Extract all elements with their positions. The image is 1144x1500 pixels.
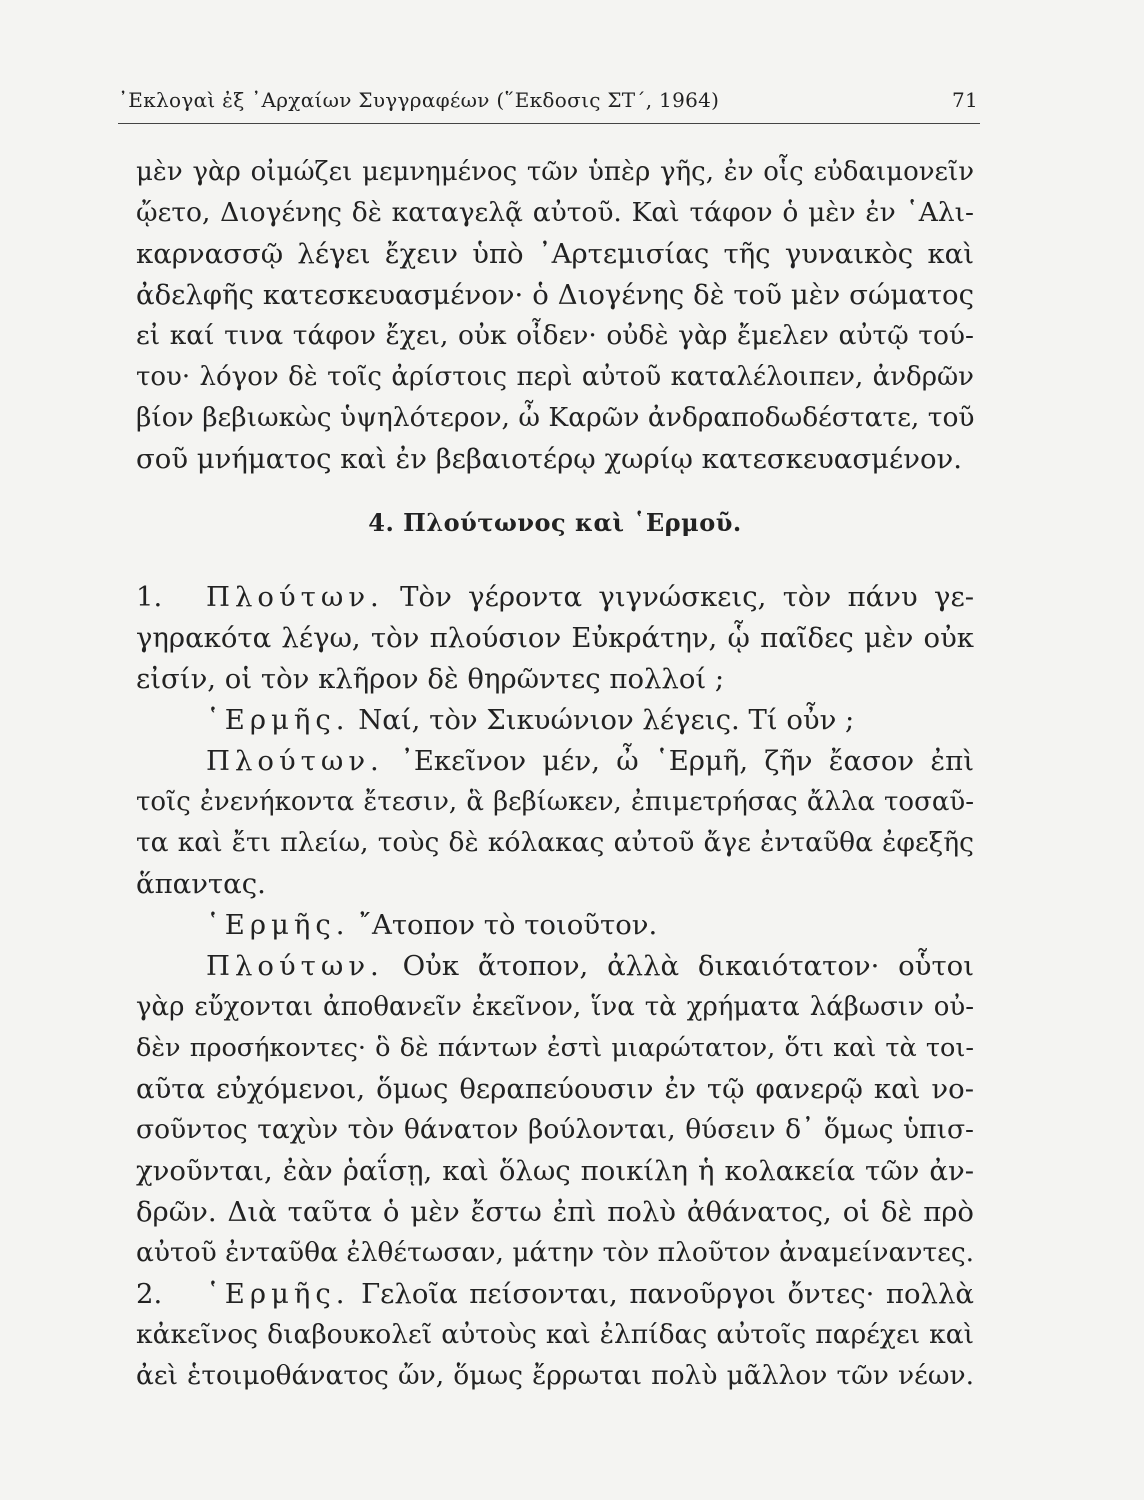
text-line: δρῶν. Διὰ ταῦτα ὁ μὲν ἔστω ἐπὶ πολὺ ἀθάνατος, οἱ δὲ πρὸ [136, 1196, 974, 1228]
dialogue-line-1 [136, 578, 974, 616]
text-line: τοῖς ἐνενήκοντα ἔτεσιν, ἃ βεβίωκεν, ἐπιμετρήσας ἄλλα τοσαῦ- [136, 787, 974, 817]
speaker-ploutwn: Πλούτων. [206, 950, 384, 982]
running-title: ᾿Εκλογαὶ ἐξ ᾿Αρχαίων Συγγραφέων (῞Εκδοσις ΣΤ΄, 1964) [118, 88, 720, 112]
text-line: καρνασσῷ λέγει ἔχειν ὑπὸ ᾿Αρτεμισίας τῆς γυναικὸς καὶ [136, 238, 974, 270]
text-line: αῦτα εὐχόμενοι, ὅμως θεραπεύουσιν ἐν τῷ φανερῷ καὶ νο- [136, 1073, 974, 1105]
dialogue-line-9 [136, 906, 974, 944]
text-line: εἰσίν, οἱ τὸν κλῆρον δὲ θηρῶντες πολλοί ; [136, 663, 725, 695]
speech-text: ῎Ατοπον τὸ τοιοῦτον. [358, 909, 658, 941]
running-header [118, 88, 978, 118]
text-line: γὰρ εὔχονται ἀποθανεῖν ἐκεῖνον, ἵνα τὰ χρήματα λάβωσιν οὐ- [136, 992, 974, 1022]
text-line: δὲν προσήκοντες· ὃ δὲ πάντων ἐστὶ μιαρώτατον, ὅτι καὶ τὰ τοι- [136, 1033, 974, 1063]
text-line: βίον βεβιωκὼς ὑψηλότερον, ὦ Καρῶν ἀνδραποδωδέστατε, τοῦ [136, 402, 975, 433]
dialogue-line-10 [136, 947, 974, 985]
speech-text: Οὐκ ἄτοπον, ἀλλὰ δικαιότατον· οὗτοι [402, 950, 974, 982]
paragraph-number: 1. [136, 581, 163, 613]
text-line: κἀκεῖνος διαβουκολεῖ αὐτοὺς καὶ ἐλπίδας αὐτοῖς παρέχει καὶ [136, 1319, 974, 1350]
text-line: χνοῦνται, ἐὰν ῥαΐσῃ, καὶ ὅλως ποικίλη ἡ κολακεία τῶν ἀν- [136, 1155, 974, 1187]
text-line: εἰ καί τινα τάφον ἔχει, οὐκ οἶδεν· οὐδὲ γὰρ ἔμελεν αὐτῷ τού- [136, 320, 974, 351]
speaker-ploutwn: Πλούτων. [206, 581, 384, 613]
dialogue-line-18 [136, 1275, 974, 1313]
text-line: μὲν γὰρ οἰμώζει μεμνημένος τῶν ὑπὲρ γῆς, ἐν οἷς εὐδαιμονεῖν [136, 157, 974, 187]
speech-text: Τὸν γέροντα γιγνώσκεις, τὸν πάνυ γε- [400, 581, 974, 613]
speaker-ploutwn: Πλούτων. [206, 745, 384, 777]
speaker-hermes: ῾Ερμῆς. [206, 704, 350, 736]
text-line: ἅπαντας. [136, 868, 266, 900]
paragraph-number: 2. [136, 1278, 163, 1310]
page-number: 71 [951, 88, 978, 112]
text-line: αὐτοῦ ἐνταῦθα ἐλθέτωσαν, μάτην τὸν πλοῦτον ἀναμείναντες. [136, 1237, 975, 1268]
header-rule [118, 123, 980, 124]
dialogue-line-5 [136, 742, 974, 780]
text-line: ἀεὶ ἑτοιμοθάνατος ὤν, ὅμως ἔρρωται πολὺ μᾶλλον τῶν νέων. [136, 1360, 974, 1391]
speech-text: ᾿Εκεῖνον μέν, ὦ ῾Ερμῆ, ζῆν ἔασον ἐπὶ [400, 745, 974, 777]
text-line: σοῦντος ταχὺν τὸν θάνατον βούλονται, θύσειν δ᾿ ὅμως ὑπισ- [136, 1114, 974, 1145]
text-line: ἀδελφῆς κατεσκευασμένον· ὁ Διογένης δὲ τοῦ μὲν σώματος [136, 279, 974, 311]
dialogue-line-4 [136, 701, 974, 739]
text-line: τα καὶ ἔτι πλείω, τοὺς δὲ κόλακας αὐτοῦ ἄγε ἐνταῦθα ἐφεξῆς [136, 827, 974, 858]
speaker-hermes: ῾Ερμῆς. [206, 1278, 350, 1310]
text-line: σοῦ μνήματος καὶ ἐν βεβαιοτέρῳ χωρίῳ κατεσκευασμένον. [136, 443, 962, 475]
text-line: του· λόγον δὲ τοῖς ἀρίστοις περὶ αὐτοῦ καταλέλοιπεν, ἀνδρῶν [136, 362, 974, 392]
speech-text: Γελοῖα πείσονται, πανοῦργοι ὄντες· πολλὰ [361, 1278, 974, 1310]
speech-text: Ναί, τὸν Σικυώνιον λέγεις. Τί οὖν ; [358, 704, 855, 736]
section-title: 4. Πλούτωνος καὶ ῾Ερμοῦ. [368, 508, 742, 537]
speaker-hermes: ῾Ερμῆς. [206, 909, 350, 941]
text-line: ᾤετο, Διογένης δὲ καταγελᾷ αὐτοῦ. Καὶ τάφον ὁ μὲν ἐν ῾Αλι- [136, 197, 974, 228]
text-line: γηρακότα λέγω, τὸν πλούσιον Εὐκράτην, ᾧ παῖδες μὲν οὐκ [136, 622, 974, 654]
